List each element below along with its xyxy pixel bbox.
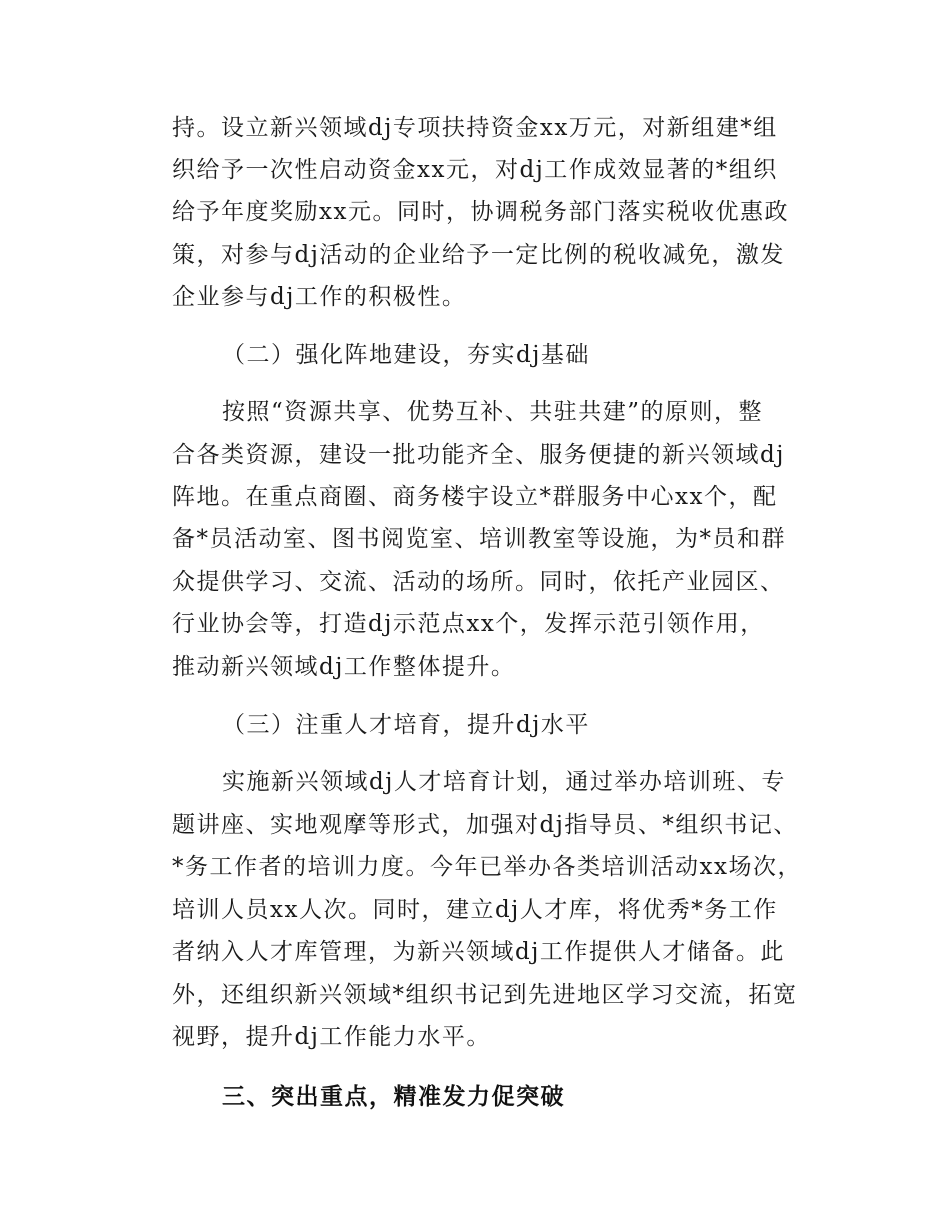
paragraph-line: 持。设立新兴领域dj专项扶持资金xx万元，对新组建*组 bbox=[172, 115, 778, 141]
paragraph-line: 织给予一次性启动资金xx元，对dj工作成效显著的*组织 bbox=[172, 157, 778, 183]
subheading-3: （三）注重人才培育，提升dj水平 bbox=[222, 712, 590, 738]
paragraph-line: 培训人员xx人次。同时，建立dj人才库，将优秀*务工作 bbox=[172, 897, 778, 923]
paragraph-line: 企业参与dj工作的积极性。 bbox=[172, 284, 467, 310]
paragraph-line: 阵地。在重点商圈、商务楼宇设立*群服务中心xx个，配 bbox=[172, 484, 778, 510]
paragraph-line: 众提供学习、交流、活动的场所。同时，依托产业园区、 bbox=[172, 569, 785, 595]
paragraph-line: 实施新兴领域dj人才培育计划，通过举办培训班、专 bbox=[222, 769, 786, 795]
paragraph-line: 者纳入人才库管理，为新兴领域dj工作提供人才储备。此 bbox=[172, 939, 785, 965]
paragraph-line: 给予年度奖励xx元。同时，协调税务部门落实税收优惠政 bbox=[172, 199, 789, 225]
section-heading: 三、突出重点，精准发力促突破 bbox=[222, 1084, 565, 1110]
paragraph-line: 策，对参与dj活动的企业给予一定比例的税收减免，激发 bbox=[172, 242, 785, 268]
paragraph-line: 推动新兴领域dj工作整体提升。 bbox=[172, 654, 516, 680]
paragraph-line: 备*员活动室、图书阅览室、培训教室等设施，为*员和群 bbox=[172, 526, 786, 552]
paragraph-line: 行业协会等，打造dj示范点xx个，发挥示范引领作用， bbox=[172, 611, 765, 637]
paragraph-line: 外，还组织新兴领域*组织书记到先进地区学习交流，拓宽 bbox=[172, 982, 798, 1008]
paragraph-line: 合各类资源，建设一批功能齐全、服务便捷的新兴领域dj bbox=[172, 442, 785, 468]
paragraph-line: 题讲座、实地观摩等形式，加强对dj指导员、*组织书记、 bbox=[172, 812, 798, 838]
paragraph-line: *务工作者的培训力度。今年已举办各类培训活动xx场次， bbox=[172, 854, 802, 880]
paragraph-line: 视野，提升dj工作能力水平。 bbox=[172, 1024, 491, 1050]
paragraph-line: 按照“资源共享、优势互补、共驻共建”的原则，整 bbox=[222, 399, 764, 425]
subheading-2: （二）强化阵地建设，夯实dj基础 bbox=[222, 342, 590, 368]
